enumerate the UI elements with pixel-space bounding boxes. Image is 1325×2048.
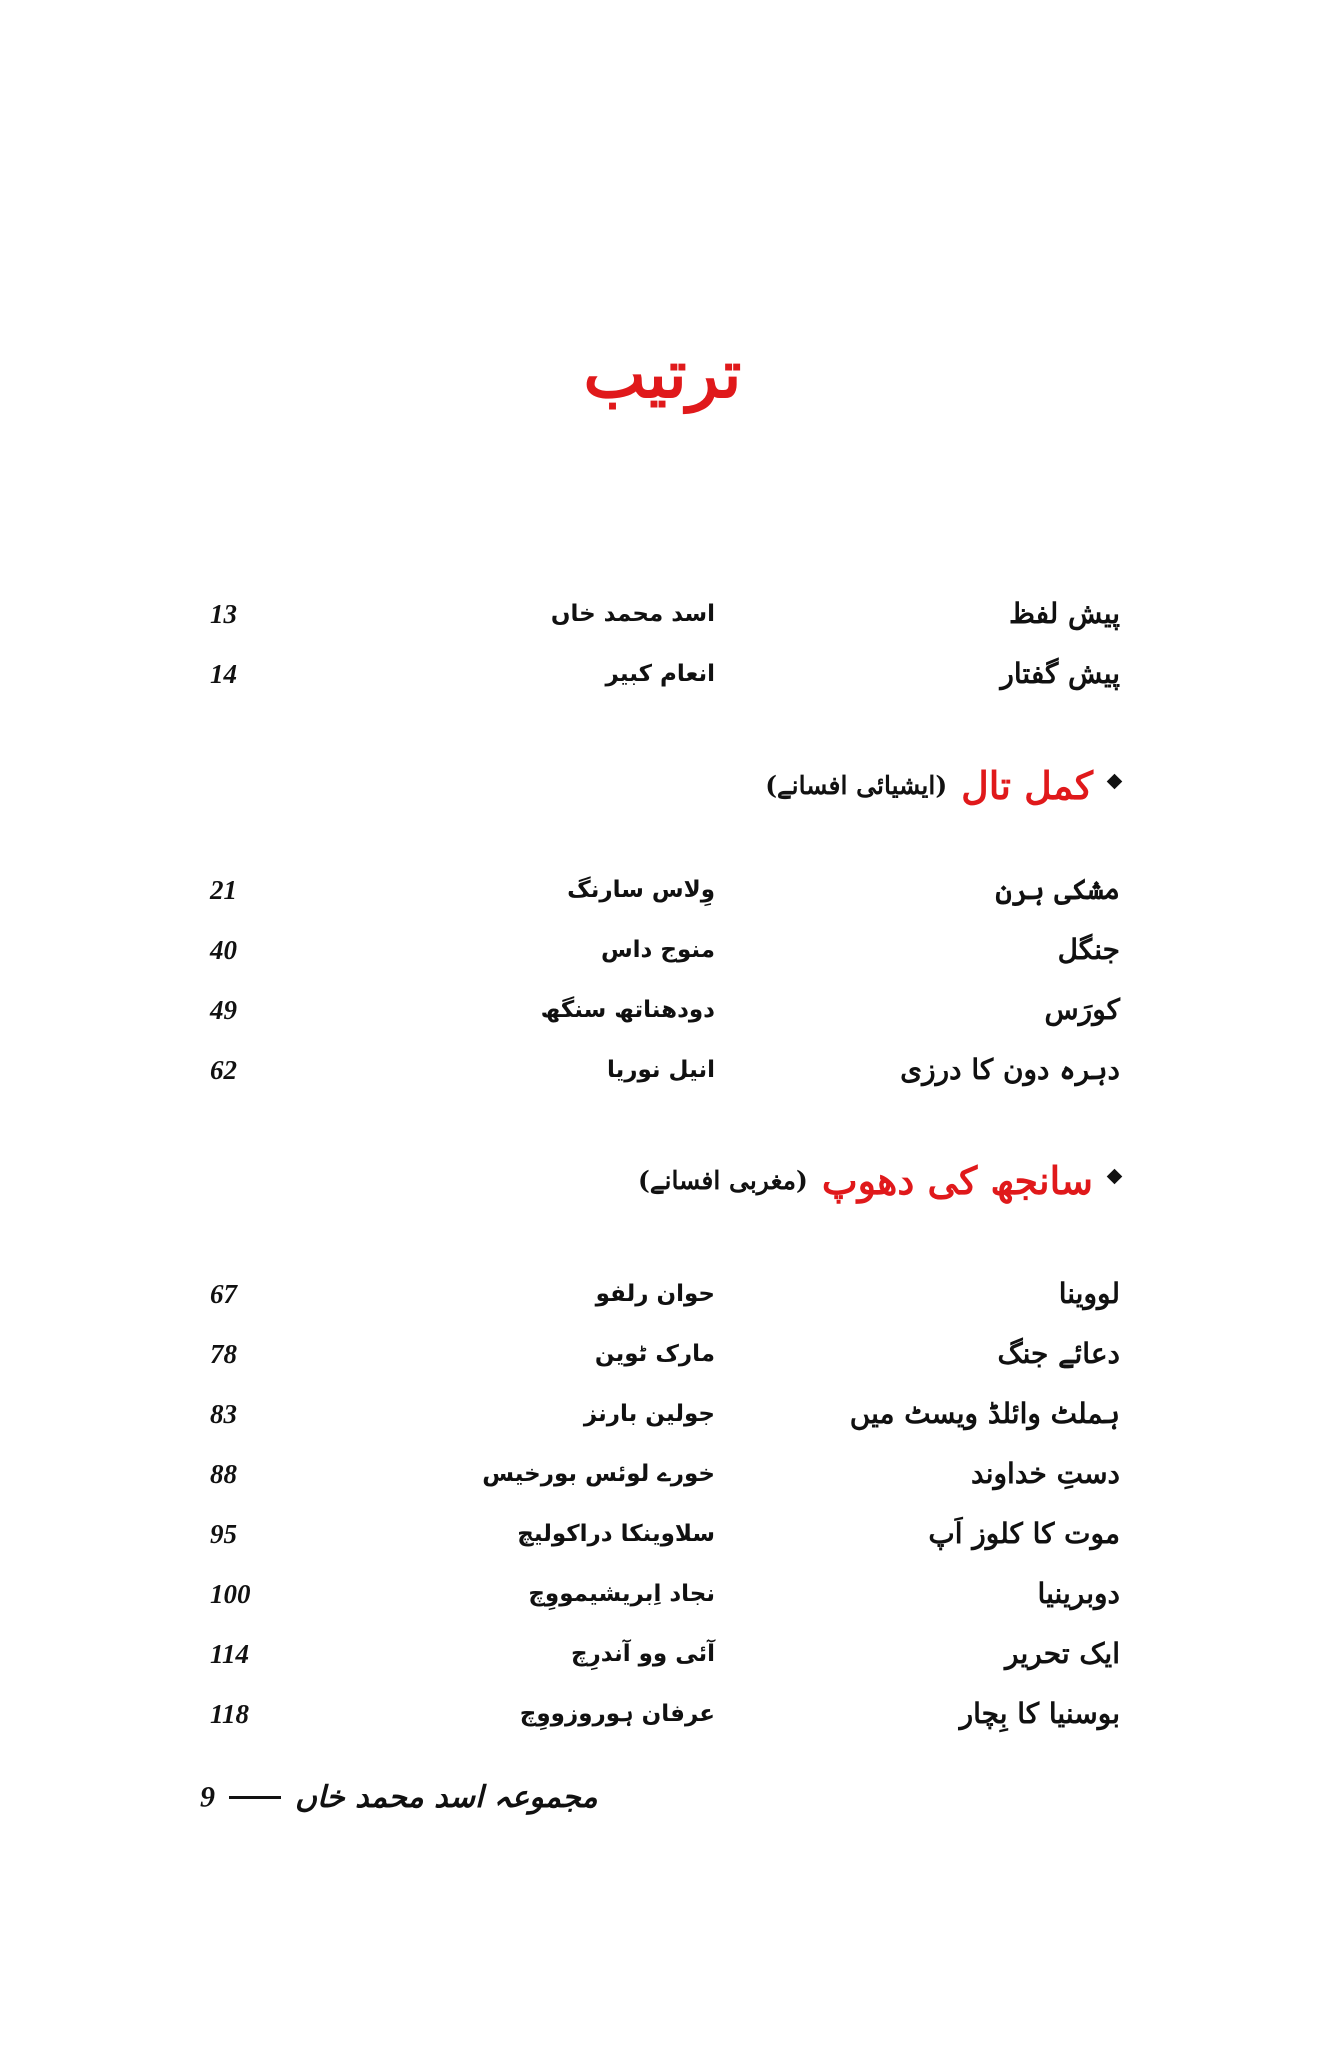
toc-row: [180, 1044, 1120, 1096]
entry-page: 67: [210, 1279, 237, 1309]
toc-row: [180, 648, 1120, 700]
entry-author: آئی وو آندرِچ: [570, 1641, 715, 1667]
footer-dash: [229, 1796, 281, 1799]
toc-row: [180, 1568, 1120, 1620]
entry-title: بوسنیا کا بِچار: [959, 1697, 1120, 1730]
entry-title: دوبرینیا: [1037, 1577, 1120, 1610]
toc-row: [180, 924, 1120, 976]
entry-author: عرفان ہوروزووِچ: [519, 1701, 715, 1727]
entry-author: انیل نوریا: [606, 1057, 715, 1083]
toc-row: [180, 1448, 1120, 1500]
toc-row: [180, 984, 1120, 1036]
entry-title: دستِ خداوند: [971, 1457, 1120, 1490]
entry-author: وِلاس سارنگ: [567, 877, 715, 903]
section-title: کمل تال: [961, 763, 1093, 808]
entry-page: 83: [210, 1399, 237, 1429]
entry-title: پیش گفتار: [1000, 657, 1120, 690]
footer-book-title: مجموعہ اسد محمد خاں: [295, 1780, 598, 1815]
section-subtitle: (مغربی افسانے): [638, 1166, 808, 1195]
entry-page: 40: [210, 935, 237, 965]
entry-author: خورے لوئس بورخیس: [482, 1461, 715, 1487]
entry-title: لووینا: [1058, 1277, 1120, 1310]
entry-page: 100: [210, 1579, 251, 1609]
entry-author: دودھناتھ سنگھ: [540, 997, 715, 1023]
entry-title: مشکی ہرن: [995, 873, 1120, 906]
toc-row: [180, 1268, 1120, 1320]
toc-row: [180, 864, 1120, 916]
entry-page: 88: [210, 1459, 237, 1489]
entry-title: کورَس: [1044, 993, 1120, 1026]
toc-row: [180, 1388, 1120, 1440]
entry-author: اسد محمد خاں: [550, 601, 715, 627]
page-footer: [200, 1780, 598, 1840]
entry-author: نجاد اِبریشیمووِچ: [528, 1581, 715, 1607]
entry-page: 118: [210, 1699, 250, 1729]
section-heading: [765, 763, 1120, 823]
entry-author: انعام کبیر: [605, 661, 715, 687]
section-subtitle: (ایشیائی افسانے): [765, 771, 948, 800]
diamond-bullet-icon: [1107, 1169, 1123, 1185]
entry-author: حوان رلفو: [595, 1281, 715, 1307]
entry-title: دعائے جنگ: [997, 1337, 1120, 1370]
page-title: ترتیب: [583, 335, 742, 413]
toc-row: [180, 1688, 1120, 1740]
entry-page: 78: [210, 1339, 237, 1369]
diamond-bullet-icon: [1107, 774, 1123, 790]
entry-page: 62: [210, 1055, 237, 1085]
toc-row: [180, 1508, 1120, 1560]
entry-title: ایک تحریر: [1005, 1637, 1120, 1670]
entry-author: منوج داس: [600, 937, 715, 963]
entry-author: سلاوینکا دراکولیچ: [517, 1521, 715, 1547]
entry-page: 13: [210, 599, 237, 629]
entry-title: موت کا کلوز اَپ: [928, 1517, 1120, 1550]
toc-row: [180, 588, 1120, 640]
entry-page: 21: [210, 875, 237, 905]
entry-page: 95: [210, 1519, 237, 1549]
entry-page: 49: [210, 995, 237, 1025]
entry-author: مارک ٹوین: [594, 1341, 715, 1367]
entry-title: دہرہ دون کا درزی: [900, 1053, 1120, 1086]
section-title: سانجھ کی دھوپ: [821, 1158, 1093, 1203]
entry-page: 114: [210, 1639, 250, 1669]
entry-title: جنگل: [1057, 933, 1120, 966]
footer-page-number: 9: [200, 1780, 215, 1814]
section-heading: [638, 1158, 1120, 1218]
toc-row: [180, 1328, 1120, 1380]
entry-title: ہملٹ وائلڈ ویسٹ میں: [849, 1397, 1120, 1430]
entry-title: پیش لفظ: [1009, 597, 1120, 630]
entry-author: جولین بارنز: [583, 1401, 715, 1427]
toc-row: [180, 1628, 1120, 1680]
entry-page: 14: [210, 659, 237, 689]
